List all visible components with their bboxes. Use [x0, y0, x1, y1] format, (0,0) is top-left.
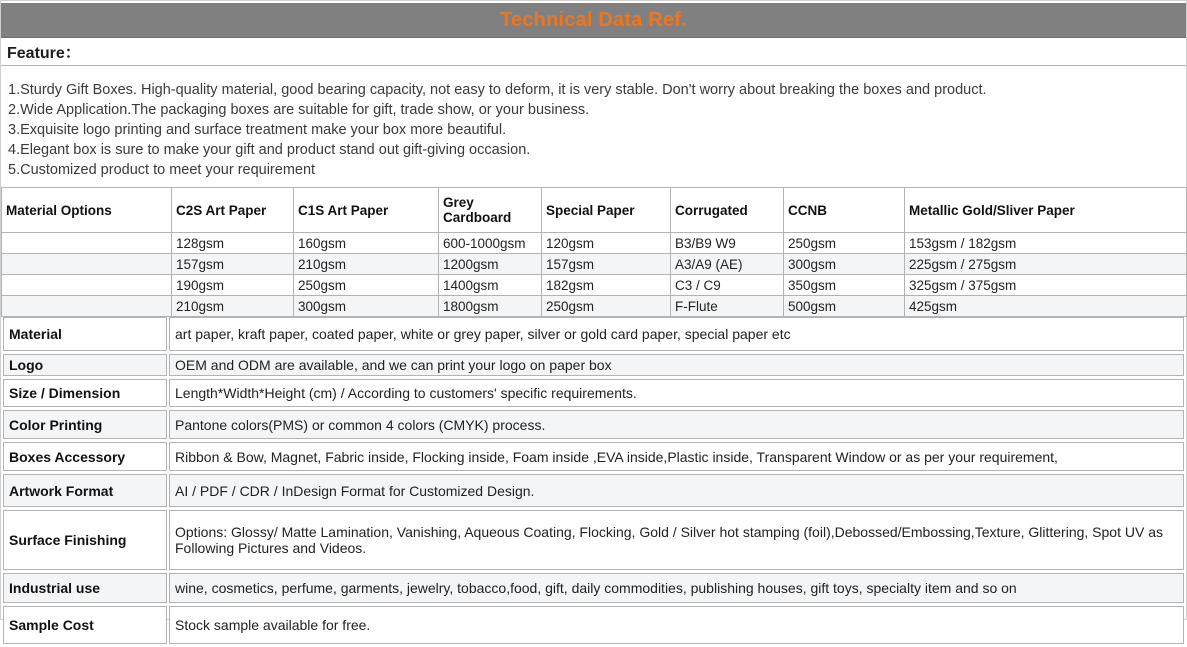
spec-cell: 190gsm	[172, 275, 294, 296]
spec-cell: 300gsm	[784, 254, 905, 275]
spec-cell: A3/A9 (AE)	[671, 254, 784, 275]
detail-label: Color Printing	[3, 410, 167, 439]
header-cell: C2S Art Paper	[172, 188, 294, 233]
header-cell: Corrugated	[671, 188, 784, 233]
spec-cell: 225gsm / 275gsm	[905, 254, 1187, 275]
detail-label: Boxes Accessory	[3, 442, 167, 471]
detail-value: Ribbon & Bow, Magnet, Fabric inside, Flocking inside, Foam inside ,EVA inside,Plastic inside, Transparent Window or as per your requirement,	[169, 442, 1184, 471]
detail-value: Options: Glossy/ Matte Lamination, Vanishing, Aqueous Coating, Flocking, Gold / Silver hot stamping (foil),Debossed/Embossing,Texture, Glittering, Spot UV as Following Pictures and Videos.	[169, 510, 1184, 570]
detail-row-logo	[3, 354, 1184, 376]
spec-cell: C3 / C9	[671, 275, 784, 296]
detail-value: art paper, kraft paper, coated paper, white or grey paper, silver or gold card paper, special paper etc	[169, 317, 1184, 351]
detail-label: Surface Finishing	[3, 510, 167, 570]
detail-table	[1, 314, 1186, 647]
spec-cell	[2, 233, 172, 254]
detail-row-size-dimension	[3, 379, 1184, 407]
material-options-table	[1, 187, 1187, 317]
spec-cell: 210gsm	[172, 296, 294, 317]
spec-cell: 350gsm	[784, 275, 905, 296]
detail-value: Length*Width*Height (cm) / According to customers' specific requirements.	[169, 379, 1184, 407]
detail-label: Sample Cost	[3, 606, 167, 644]
table-row	[2, 233, 1187, 254]
table-header-row	[2, 188, 1187, 233]
header-cell: Grey Cardboard	[439, 188, 542, 233]
spec-cell: 425gsm	[905, 296, 1187, 317]
feature-item: 2.Wide Application.The packaging boxes are suitable for gift, trade show, or your business.	[8, 102, 590, 118]
spec-cell: 153gsm / 182gsm	[905, 233, 1187, 254]
spec-cell: 300gsm	[294, 296, 439, 317]
page-title: Technical Data Ref.	[500, 8, 687, 31]
feature-item: 5.Customized product to meet your requirement	[8, 162, 316, 178]
spec-cell: 325gsm / 375gsm	[905, 275, 1187, 296]
spec-cell: 160gsm	[294, 233, 439, 254]
detail-row-surface-finishing	[3, 510, 1184, 570]
spec-cell: 182gsm	[542, 275, 671, 296]
feature-item: 4.Elegant box is sure to make your gift and product stand out gift-giving occasion.	[8, 142, 531, 158]
spec-cell: 120gsm	[542, 233, 671, 254]
feature-item: 3.Exquisite logo printing and surface treatment make your box more beautiful.	[8, 122, 507, 138]
detail-label: Industrial use	[3, 573, 167, 603]
detail-label: Artwork Format	[3, 474, 167, 507]
header-cell: Metallic Gold/Sliver Paper	[905, 188, 1187, 233]
detail-value: OEM and ODM are available, and we can print your logo on paper box	[169, 354, 1184, 376]
table-row	[2, 254, 1187, 275]
feature-list	[1, 80, 1186, 180]
detail-value: wine, cosmetics, perfume, garments, jewelry, tobacco,food, gift, daily commodities, publishing houses, gift toys, specialty item and so on	[169, 573, 1184, 603]
spec-cell: 250gsm	[542, 296, 671, 317]
header-cell: C1S Art Paper	[294, 188, 439, 233]
header-cell: CCNB	[784, 188, 905, 233]
spec-cell: 128gsm	[172, 233, 294, 254]
detail-row-industrial-use	[3, 573, 1184, 603]
spec-cell: 1400gsm	[439, 275, 542, 296]
detail-row-sample-cost	[3, 606, 1184, 644]
spec-cell: 600-1000gsm	[439, 233, 542, 254]
detail-row-material	[3, 317, 1184, 351]
detail-row-boxes-accessory	[3, 442, 1184, 471]
spec-cell: 157gsm	[542, 254, 671, 275]
spec-cell: 1800gsm	[439, 296, 542, 317]
spec-cell: 210gsm	[294, 254, 439, 275]
spec-cell	[2, 254, 172, 275]
detail-row-color-printing	[3, 410, 1184, 439]
spec-cell: B3/B9 W9	[671, 233, 784, 254]
spec-cell: 1200gsm	[439, 254, 542, 275]
spec-cell: 250gsm	[294, 275, 439, 296]
detail-value: Pantone colors(PMS) or common 4 colors (CMYK) process.	[169, 410, 1184, 439]
spec-cell	[2, 275, 172, 296]
spec-cell: 250gsm	[784, 233, 905, 254]
spec-cell: 500gsm	[784, 296, 905, 317]
spec-cell: 157gsm	[172, 254, 294, 275]
table-row	[2, 275, 1187, 296]
title-band	[1, 3, 1186, 38]
detail-label: Material	[3, 317, 167, 351]
detail-label: Size / Dimension	[3, 379, 167, 407]
detail-value: Stock sample available for free.	[169, 606, 1184, 644]
spec-cell: F-Flute	[671, 296, 784, 317]
detail-label: Logo	[3, 354, 167, 376]
header-cell: Material Options	[2, 188, 172, 233]
feature-item: 1.Sturdy Gift Boxes. High-quality material, good bearing capacity, not easy to deform, it is very stable. Don't worry about breaking the boxes and product.	[8, 82, 987, 98]
header-cell: Special Paper	[542, 188, 671, 233]
detail-value: AI / PDF / CDR / InDesign Format for Customized Design.	[169, 474, 1184, 507]
feature-heading: Feature：	[1, 38, 1186, 66]
detail-row-artwork-format	[3, 474, 1184, 507]
